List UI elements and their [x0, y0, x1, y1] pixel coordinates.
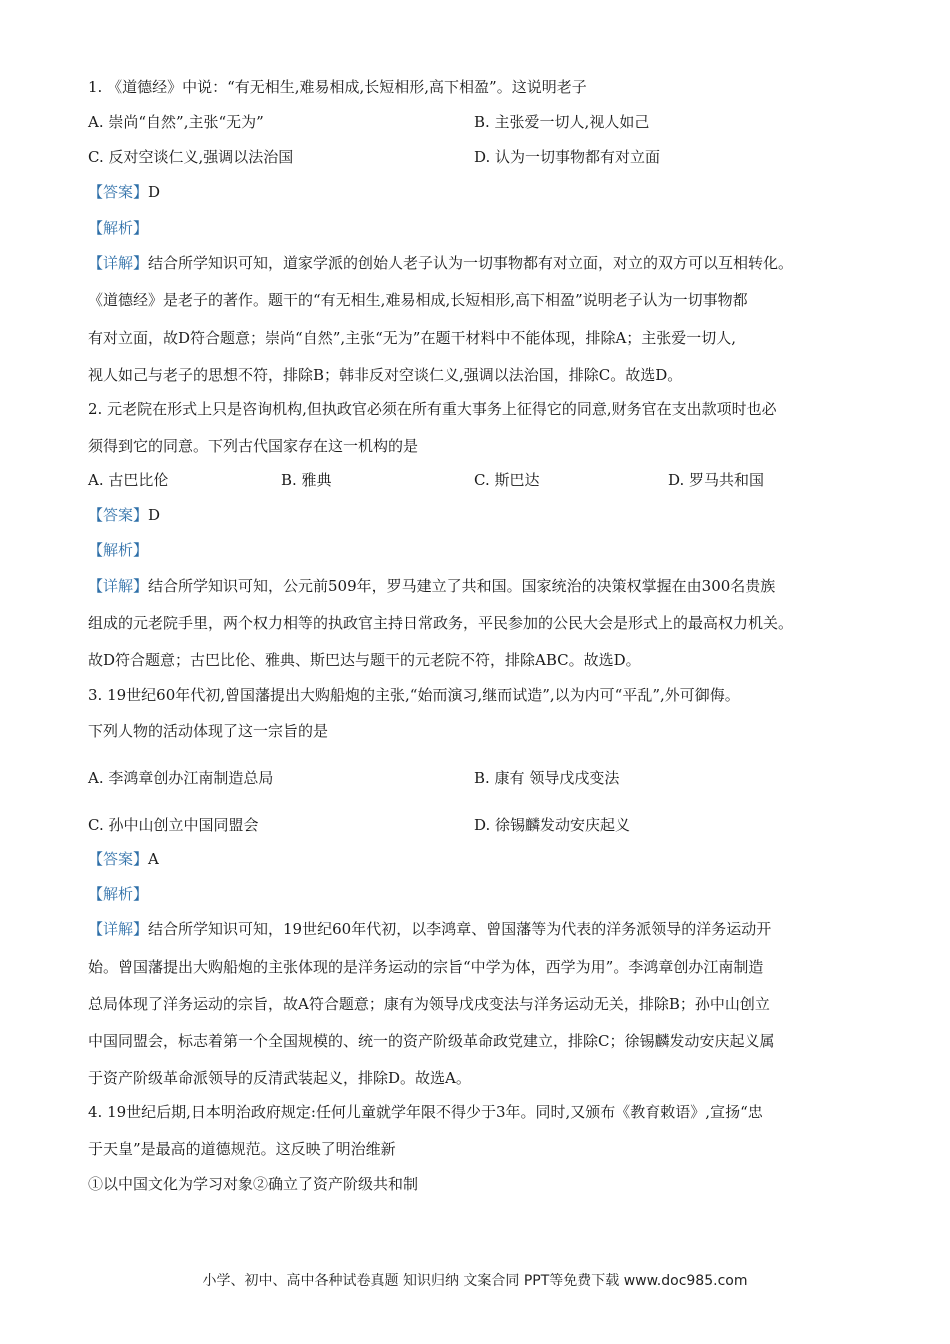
detail-text: 结合所学知识可知，道家学派的创始人老子认为一切事物都有对立面，对立的双方可以互相转化。	[148, 254, 794, 272]
q3-option-c: C. 孙中山创立中国同盟会	[88, 816, 259, 834]
q3-stem-line: 下列人物的活动体现了这一宗旨的是	[88, 722, 329, 740]
q3-analysis-label: 【解析】	[88, 885, 149, 903]
q2-option-a: A. 古巴比伦	[88, 471, 169, 489]
q1-option-a: A. 崇尚“自然”,主张“无为”	[88, 113, 264, 131]
q3-detail-line: 总局体现了洋务运动的宗旨，故A符合题意；康有为领导戊戌变法与洋务运动无关，排除B；孙中山创立	[88, 995, 770, 1013]
q1-option-d: D. 认为一切事物都有对立面	[474, 148, 661, 166]
q1-stem: 1. 《道德经》中说：“有无相生,难易相成,长短相形,高下相盈”。这说明老子	[88, 78, 587, 96]
q3-answer	[88, 849, 159, 869]
answer-label: 【答案】	[88, 850, 149, 868]
q3-stem-line: 3. 19世纪60年代初,曾国藩提出大购船炮的主张,“始而演习,继而试造”,以为内可“平乱”,外可御侮。	[88, 686, 740, 704]
q1-option-c: C. 反对空谈仁义,强调以法治国	[88, 148, 294, 166]
q1-answer	[88, 182, 160, 202]
answer-label: 【答案】	[88, 506, 149, 524]
page-footer: 小学、初中、高中各种试卷真题 知识归纳 文案合同 PPT等免费下载 www.doc985.com	[202, 1273, 748, 1289]
answer-value: A	[148, 850, 159, 868]
q2-detail-line: 故D符合题意；古巴比伦、雅典、斯巴达与题干的元老院不符，排除ABC。故选D。	[88, 651, 641, 669]
q2-option-d: D. 罗马共和国	[668, 471, 765, 489]
q2-detail-line	[88, 576, 775, 596]
q3-option-d: D. 徐锡麟发动安庆起义	[474, 816, 631, 834]
detail-label: 【详解】	[88, 254, 149, 272]
q2-stem-line: 2. 元老院在形式上只是咨询机构,但执政官必须在所有重大事务上征得它的同意,财务官在支出款项时也必	[88, 400, 777, 418]
q1-detail-line: 《道德经》是老子的著作。题干的“有无相生,难易相成,长短相形,高下相盈”说明老子认为一切事物都	[88, 291, 748, 309]
answer-value: D	[148, 506, 161, 524]
q3-detail-line: 始。曾国藩提出大购船炮的主张体现的是洋务运动的宗旨“中学为体，西学为用”。李鸿章创办江南制造	[88, 958, 764, 976]
q3-option-a: A. 李鸿章创办江南制造总局	[88, 769, 274, 787]
q3-detail-line: 于资产阶级革命派领导的反清武装起义，排除D。故选A。	[88, 1069, 471, 1087]
q1-detail-line: 有对立面，故D符合题意；崇尚“自然”,主张“无为”在题干材料中不能体现，排除A；主张爱一切人,	[88, 329, 737, 347]
detail-label: 【详解】	[88, 577, 149, 595]
q4-stem-line: 于天皇”是最高的道德规范。这反映了明治维新	[88, 1140, 396, 1158]
q2-analysis-label: 【解析】	[88, 541, 149, 559]
q3-option-b: B. 康有 领导戊戌变法	[474, 769, 620, 787]
answer-label: 【答案】	[88, 183, 149, 201]
q2-option-b: B. 雅典	[281, 471, 332, 489]
detail-text: 结合所学知识可知，19世纪60年代初，以李鸿章、曾国藩等为代表的洋务派领导的洋务运动开	[148, 920, 772, 938]
q1-option-b: B. 主张爱一切人,视人如己	[474, 113, 650, 131]
detail-text: 结合所学知识可知，公元前509年，罗马建立了共和国。国家统治的决策权掌握在由300名贵族	[148, 577, 776, 595]
q2-stem-line: 须得到它的同意。下列古代国家存在这一机构的是	[88, 437, 419, 455]
q2-option-c: C. 斯巴达	[474, 471, 540, 489]
q2-answer	[88, 505, 160, 525]
q1-detail-line	[88, 253, 793, 273]
q1-detail-line: 视人如己与老子的思想不符，排除B；韩非反对空谈仁义,强调以法治国，排除C。故选D。	[88, 366, 683, 384]
q3-detail-line	[88, 919, 771, 939]
detail-label: 【详解】	[88, 920, 149, 938]
q2-detail-line: 组成的元老院手里，两个权力相等的执政官主持日常政务，平民参加的公民大会是形式上的最高权力机关。	[88, 614, 794, 632]
answer-value: D	[148, 183, 161, 201]
q1-analysis-label: 【解析】	[88, 219, 149, 237]
q4-stem-line: ①以中国文化为学习对象②确立了资产阶级共和制	[88, 1175, 419, 1193]
q3-detail-line: 中国同盟会，标志着第一个全国规模的、统一的资产阶级革命政党建立，排除C；徐锡麟发动安庆起义属	[88, 1032, 775, 1050]
q4-stem-line: 4. 19世纪后期,日本明治政府规定:任何儿童就学年限不得少于3年。同时,又颁布《教育敕语》,宣扬“忠	[88, 1103, 763, 1121]
